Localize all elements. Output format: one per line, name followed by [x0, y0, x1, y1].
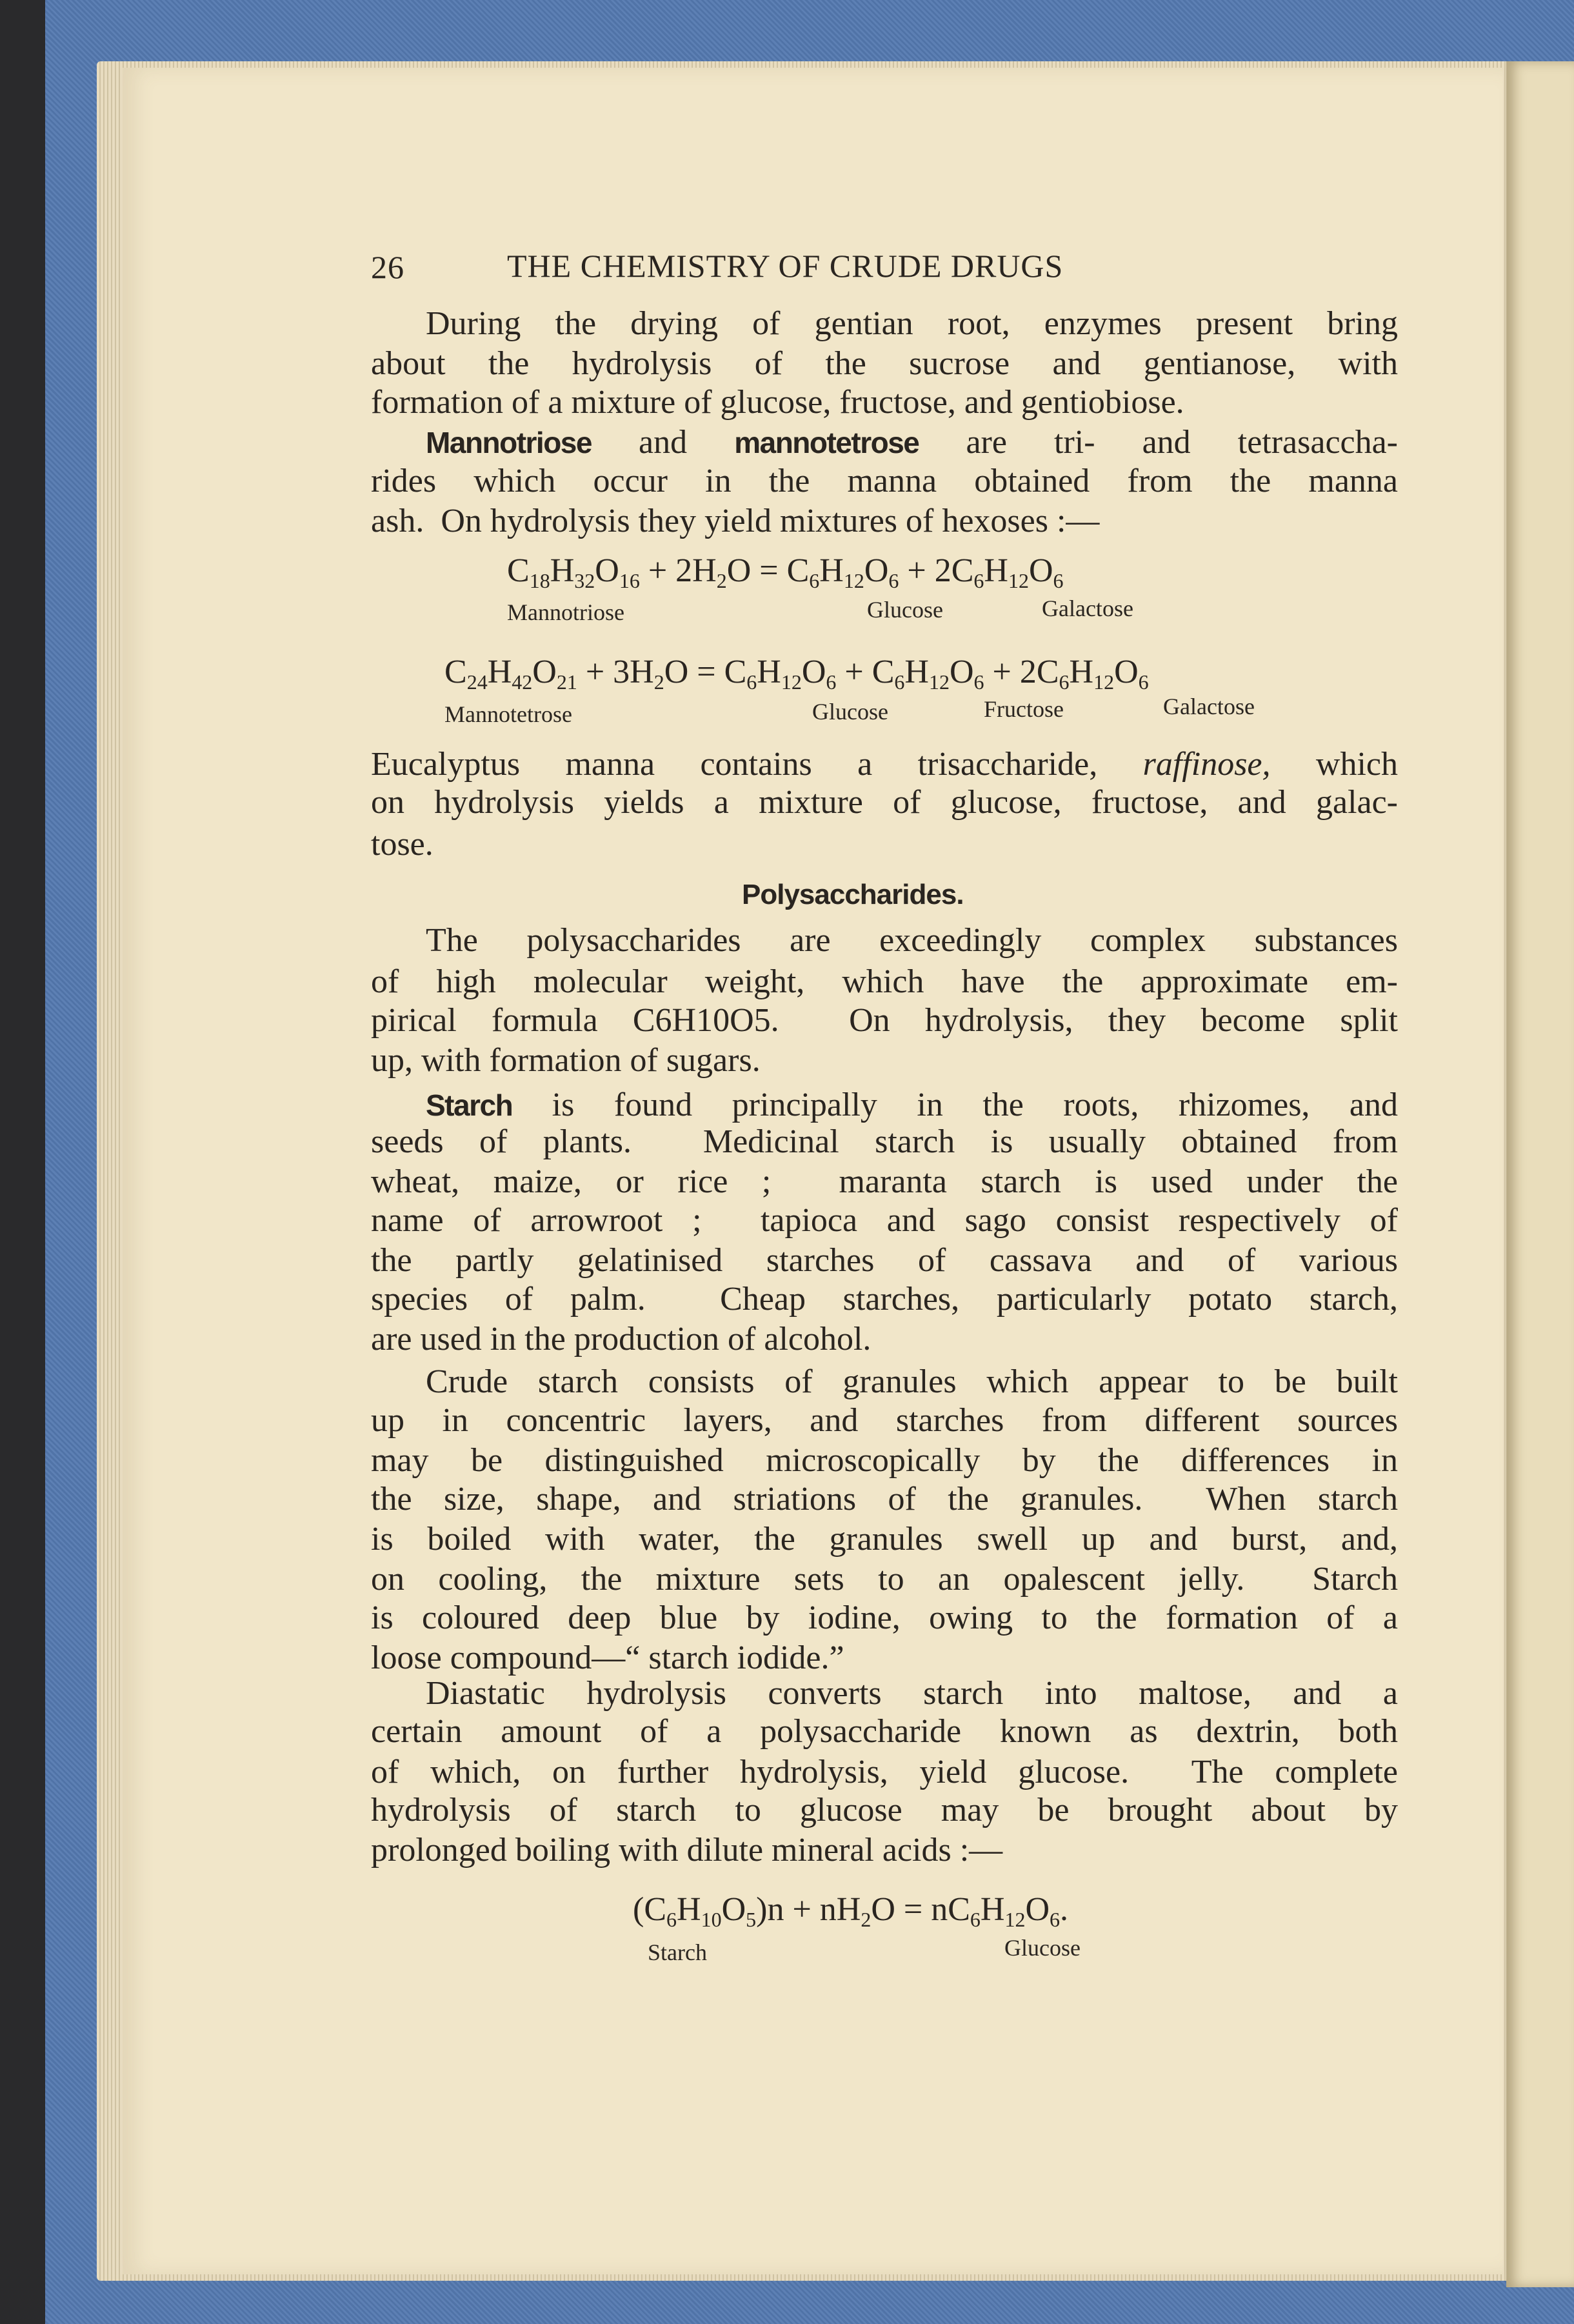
text-run: wheat, maize, or rice ; maranta starch is used under the	[371, 1163, 1398, 1201]
bold-term: Starch	[426, 1088, 513, 1122]
equation-label: Galactose	[1163, 694, 1255, 719]
text-line	[371, 962, 1398, 1002]
text-run: is boiled with water, the granules swell up and burst, and,	[371, 1520, 1398, 1558]
text-line	[371, 783, 1398, 823]
text-run: Eucalyptus manna contains a trisaccharide,	[371, 745, 1143, 783]
text-run: the size, shape, and striations of the granules. When starch	[371, 1480, 1398, 1518]
scan-background	[0, 0, 45, 2324]
text-run: up in concentric layers, and starches from different sources	[371, 1402, 1398, 1439]
text-run: about the hydrolysis of the sucrose and gentianose, with	[371, 345, 1398, 383]
text-line	[371, 1401, 1398, 1441]
text-line	[371, 1201, 1398, 1241]
equation-label: Glucose	[867, 597, 943, 623]
chemical-formula: C6H10O5.	[632, 1001, 779, 1039]
text-run: prolonged boiling with dilute mineral acids :—	[371, 1832, 1003, 1869]
text-line	[371, 501, 1398, 541]
text-line	[426, 423, 1398, 463]
text-run: up, with formation of sugars.	[371, 1041, 761, 1079]
equation-label: Starch	[648, 1939, 707, 1965]
text-line	[371, 1598, 1398, 1638]
text-line	[371, 1122, 1398, 1162]
equation-label: Galactose	[1042, 596, 1133, 621]
text-line	[371, 1241, 1398, 1281]
bold-term: mannotetrose	[734, 426, 919, 460]
text-run: The polysaccharides are exceedingly complex substances	[426, 921, 1398, 959]
equation-mannotetrose: $C_{24}H_{42}O_{21} + 3H_2O = C_6H_{12}O_6 + C_6H_{12}O_6 + 2C_6H_{12}O_6$	[444, 654, 1149, 694]
text-run: certain amount of a polysaccharide known as dextrin, both	[371, 1713, 1398, 1750]
text-run: are used in the production of alcohol.	[371, 1320, 872, 1357]
text-run: of high molecular weight, which have the approximate em-	[371, 963, 1398, 1001]
equation-label: Glucose	[812, 699, 888, 725]
text-line	[371, 1041, 1398, 1081]
text-line	[371, 825, 1398, 865]
text-run: hydrolysis of starch to glucose may be brought about by	[371, 1792, 1398, 1829]
text-line	[371, 1790, 1398, 1830]
text-run: pirical formula	[371, 1001, 633, 1039]
text-run: Diastatic hydrolysis converts starch into maltose, and a	[426, 1674, 1398, 1712]
text-line	[426, 304, 1398, 344]
text-run: on cooling, the mixture sets to an opalescent jelly. Starch	[371, 1560, 1398, 1598]
facing-page-edge	[1506, 61, 1574, 2287]
text-line	[371, 1279, 1398, 1319]
text-run: formation of a mixture of glucose, fructose, and gentiobiose.	[371, 384, 1184, 421]
text-run: During the drying of gentian root, enzymes present bring	[426, 305, 1398, 343]
text-line	[371, 344, 1398, 384]
italic-term: raffinose,	[1142, 745, 1271, 783]
equation-starch: $(C_6H_{10}O_5)n + nH_2O = nC_6H_{12}O_6$.	[633, 1891, 1069, 1931]
text-run: tose.	[371, 825, 433, 863]
text-line	[371, 383, 1398, 423]
section-heading: Polysaccharides.	[742, 879, 964, 910]
text-run: and	[591, 424, 735, 461]
text-line	[371, 1712, 1398, 1752]
text-run: species of palm. Cheap starches, particularly potato starch,	[371, 1280, 1398, 1317]
text-run: which	[1270, 745, 1398, 783]
equation-label: Glucose	[1004, 1935, 1081, 1961]
text-line	[371, 1830, 1398, 1870]
text-line	[371, 1001, 1398, 1041]
running-title: THE CHEMISTRY OF CRUDE DRUGS	[507, 248, 1064, 284]
text-line	[371, 1519, 1398, 1559]
text-run: rides which occur in the manna obtained from the manna	[371, 462, 1398, 499]
equation-label: Fructose	[984, 696, 1064, 722]
text-line	[371, 1441, 1398, 1481]
text-run: on hydrolysis yields a mixture of glucose, fructose, and galac-	[371, 784, 1398, 821]
page-number: 26	[371, 249, 404, 285]
text-line	[371, 1752, 1398, 1792]
text-line	[426, 921, 1398, 961]
text-run: is coloured deep blue by iodine, owing to the formation of a	[371, 1599, 1398, 1636]
text-line	[371, 1638, 1398, 1678]
text-run: may be distinguished microscopically by the differences in	[371, 1442, 1398, 1479]
text-run: the partly gelatinised starches of cassava and of various	[371, 1242, 1398, 1279]
text-run: On hydrolysis, they become split	[779, 1001, 1398, 1039]
text-run: are tri- and tetrasaccha-	[919, 424, 1398, 461]
text-line	[371, 745, 1398, 785]
equation-label: Mannotetrose	[444, 701, 572, 727]
text-line	[426, 1085, 1398, 1125]
text-run: loose compound—“ starch iodide.”	[371, 1639, 844, 1676]
text-run: ash. On hydrolysis they yield mixtures of hexoses :—	[371, 502, 1100, 539]
text-line	[371, 461, 1398, 501]
equation-label: Mannotriose	[507, 599, 624, 625]
text-line	[371, 1479, 1398, 1519]
text-line	[426, 1362, 1398, 1402]
text-run: seeds of plants. Medicinal starch is usually obtained from	[371, 1123, 1398, 1161]
text-run: is found principally in the roots, rhizomes, and	[512, 1086, 1398, 1123]
text-run: Crude starch consists of granules which appear to be built	[426, 1363, 1398, 1401]
text-run: name of arrowroot ; tapioca and sago consist respectively of	[371, 1202, 1398, 1239]
text-line	[371, 1319, 1398, 1359]
text-run: of which, on further hydrolysis, yield glucose. The complete	[371, 1753, 1398, 1790]
text-line	[426, 1674, 1398, 1714]
text-line	[371, 1559, 1398, 1599]
text-line	[371, 1162, 1398, 1202]
equation-mannotriose: $C_{18}H_{32}O_{16} + 2H_2O = C_6H_{12}O_6 + 2C_6H_{12}O_6$	[507, 552, 1064, 592]
bold-term: Mannotriose	[426, 426, 592, 460]
